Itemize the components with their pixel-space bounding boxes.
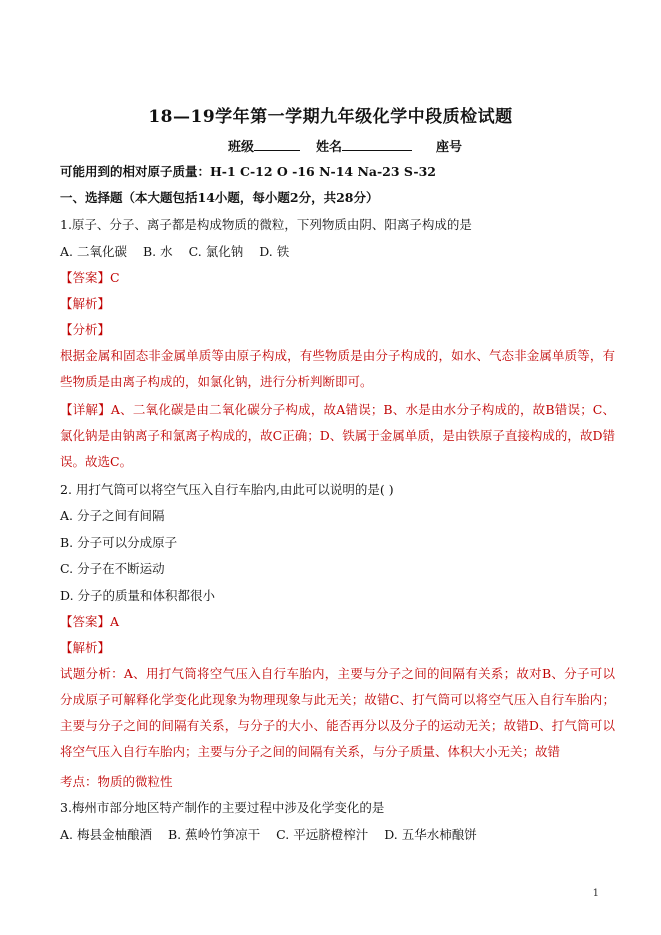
q2-analysis-label: 【解析】: [60, 640, 111, 655]
q1-option-a: A. 二氧化碳: [60, 244, 127, 259]
q1-stem: 1.原子、分子、离子都是构成物质的微粒，下列物质由阴、阳离子构成的是: [60, 217, 472, 232]
q2-option-a: A. 分子之间有间隔: [60, 508, 165, 523]
q3-option-a: A. 梅县金柚酿酒: [60, 827, 152, 842]
q2-option-c: C. 分子在不断运动: [60, 561, 165, 576]
q1-options: [60, 244, 620, 260]
q1-analysis-label: 【解析】: [60, 296, 111, 311]
q2-kaodian: 考点：物质的微粒性: [60, 774, 173, 789]
q3-option-d: D. 五华水柿酿饼: [384, 827, 477, 842]
page-title: 18—19学年第一学期九年级化学中段质检试题: [148, 107, 513, 127]
q2-stem: 2. 用打气筒可以将空气压入自行车胎内,由此可以说明的是( ): [60, 482, 394, 497]
q2-option-b: B. 分子可以分成原子: [60, 535, 178, 550]
q1-fenxi-text: 根据金属和固态非金属单质等由原子构成，有些物质是由分子构成的，如水、气态非金属单质等，有些物质是由离子构成的，如氯化钠，进行分析判断即可。: [60, 348, 615, 389]
q3-options: [60, 827, 620, 843]
q1-answer: 【答案】C: [60, 270, 120, 285]
q2-answer: 【答案】A: [60, 614, 120, 629]
q1-option-b: B. 水: [142, 244, 173, 259]
class-label: 班级: [228, 140, 255, 155]
q2-option-d: D. 分子的质量和体积都很小: [60, 588, 216, 603]
name-blank[interactable]: [342, 150, 412, 151]
q3-stem: 3.梅州市部分地区特产制作的主要过程中涉及化学变化的是: [60, 800, 385, 815]
atomic-masses: 可能用到的相对原子质量：H-1 C-12 O -16 N-14 Na-23 S-32: [60, 164, 436, 179]
q1-fenxi-label: 【分析】: [60, 322, 111, 337]
section-header: 一、选择题（本大题包括14小题，每小题2分，共28分）: [60, 190, 379, 205]
seat-label: 座号: [436, 140, 463, 155]
q1-option-d: D. 铁: [259, 244, 290, 259]
q1-option-c: C. 氯化钠: [188, 244, 244, 259]
name-label: 姓名: [316, 140, 343, 155]
page-number: 1: [592, 888, 599, 899]
class-blank[interactable]: [254, 150, 300, 151]
q2-analysis-text: 试题分析：A、用打气筒将空气压入自行车胎内，主要与分子之间的间隔有关系；故对B、分子可以分成原子可解释化学变化此现象为物理现象与此无关；故错C、打气筒可以将空气压入自行车胎内；主要与分子之间的间隔有关系，与分子的大小、能否再分以及分子的运动无关；故错D、打气筒可以将空气压入自行车胎内；主要与分子之间的间隔有关系，与分子质量、体积大小无关；故错: [60, 666, 615, 759]
q3-option-b: B. 蕉岭竹笋凉干: [167, 827, 261, 842]
student-info-line: [228, 136, 462, 155]
q3-option-c: C. 平远脐橙榨汁: [276, 827, 369, 842]
q1-detail-text: 【详解】A、二氧化碳是由二氧化碳分子构成，故A错误；B、水是由水分子构成的，故B错误；C、氯化钠是由钠离子和氯离子构成的，故C正确；D、铁属于金属单质，是由铁原子直接构成的，故D错误。故选C。: [60, 402, 615, 469]
